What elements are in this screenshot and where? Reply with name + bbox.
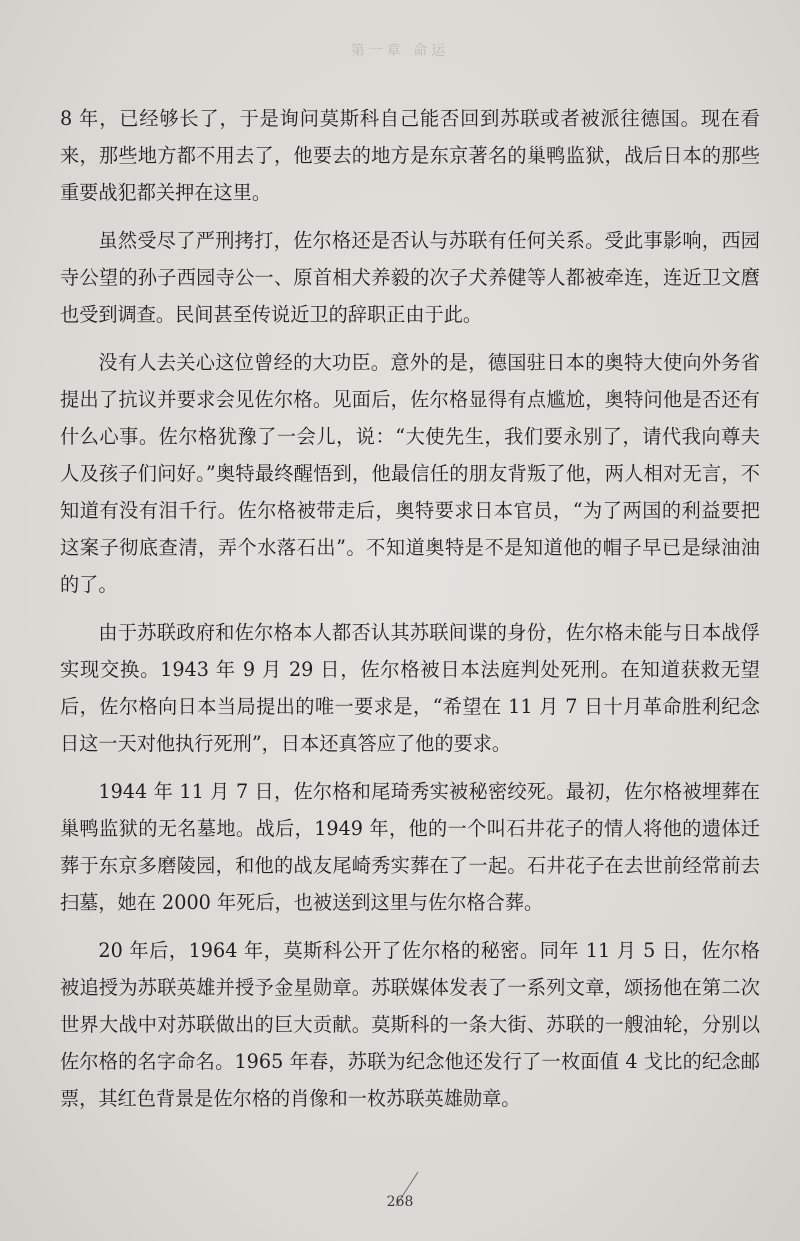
page-number: 268 [386, 1194, 414, 1210]
paragraph-1: 8 年，已经够长了，于是询问莫斯科自己能否回到苏联或者被派往德国。现在看来，那些地方都不用去了，他要去的地方是东京著名的巢鸭监狱，战后日本的那些重要战犯都关押在这里。 [60, 107, 760, 204]
paragraph-2: 虽然受尽了严刑拷打，佐尔格还是否认与苏联有任何关系。受此事影响，西园寺公望的孙子西园寺公一、原首相犬养毅的次子犬养健等人都被牵连，连近卫文麿也受到调查。民间甚至传说近卫的辞职正由于此。 [60, 229, 760, 326]
paragraph-5: 1944 年 11 月 7 日，佐尔格和尾琦秀实被秘密绞死。最初，佐尔格被埋葬在巢鸭监狱的无名墓地。战后，1949 年，他的一个叫石井花子的情人将他的遗体迁葬于东京多磨陵园，和他的战友尾崎秀实葬在了一起。石井花子在去世前经常前去扫墓，她在 2000 年死后，也被送到这里与佐尔格合葬。 [60, 780, 760, 914]
paragraph-4: 由于苏联政府和佐尔格本人都否认其苏联间谍的身份，佐尔格未能与日本战俘实现交换。1943 年 9 月 29 日，佐尔格被日本法庭判处死刑。在知道获救无望后，佐尔格向日本当局提出的唯一要求是，“希望在 11 月 7 日十月革命胜利纪念日这一天对他执行死刑”，日本还真答应了他的要求。 [60, 621, 760, 755]
paragraph-6: 20 年后，1964 年，莫斯科公开了佐尔格的秘密。同年 11 月 5 日，佐尔格被追授为苏联英雄并授予金星勋章。苏联媒体发表了一系列文章，颂扬他在第二次世界大战中对苏联做出的巨大贡献。莫斯科的一条大街、苏联的一艘油轮，分别以佐尔格的名字命名。1965 年春，苏联为纪念他还发行了一枚面值 4 戈比的纪念邮票，其红色背景是佐尔格的肖像和一枚苏联英雄勋章。 [60, 939, 760, 1110]
running-header: 第一章 命运 [350, 43, 450, 59]
paragraph-3: 没有人去关心这位曾经的大功臣。意外的是，德国驻日本的奥特大使向外务省提出了抗议并要求会见佐尔格。见面后，佐尔格显得有点尴尬，奥特问他是否还有什么心事。佐尔格犹豫了一会儿，说：“大使先生，我们要永别了，请代我向尊夫人及孩子们问好。”奥特最终醒悟到，他最信任的朋友背叛了他，两人相对无言，不知道有没有泪千行。佐尔格被带走后，奥特要求日本官员，“为了两国的利益要把这案子彻底查清，弄个水落石出”。不知道奥特是不是知道他的帽子早已是绿油油的了。 [60, 351, 760, 596]
body-text [60, 100, 760, 1117]
